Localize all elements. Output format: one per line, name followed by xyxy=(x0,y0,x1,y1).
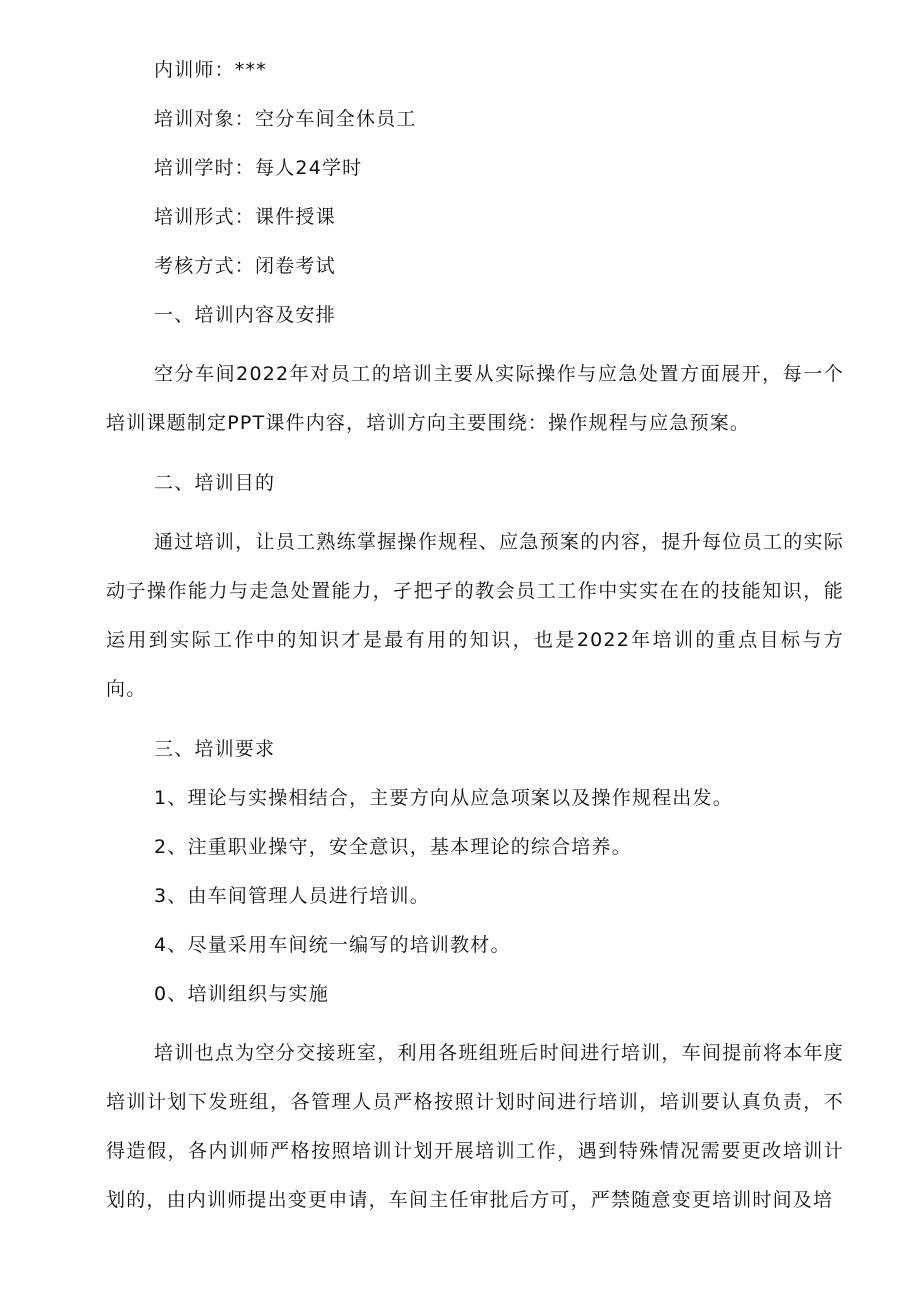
requirement-item-2: 2、注重职业操守，安全意识，基本理论的综合培养。 xyxy=(154,836,632,858)
section-heading-1: 一、培训内容及安排 xyxy=(154,304,336,326)
training-target-line: 培训对象：空分车间全休员工 xyxy=(154,108,417,130)
section-heading-4: 0、培训组织与实施 xyxy=(154,983,329,1005)
requirement-item-1: 1、理论与实操相结合，主要方向从应急项案以及操作规程出发。 xyxy=(154,787,733,809)
section-4-paragraph: 培训也点为空分交接班室，利用各班组班后时间进行培训，车间提前将本年度培训计划下发班组，各管理人员严格按照计划时间进行培训，培训要认真负责，不得造假，各内训师严格按照培训计划开展培训工作，遇到特殊情况需要更改培训计划的，由内训师提出变更申请，车间主任审批后方可，严禁随意变更培训时间及培 xyxy=(106,1042,844,1211)
assessment-method-line: 考核方式：闭卷考试 xyxy=(154,255,336,277)
section-2-paragraph: 通过培训，让员工熟练掌握操作规程、应急预案的内容，提升每位员工的实际动子操作能力与走急处置能力，孑把孑的教会员工工作中实实在在的技能知识，能运用到实际工作中的知识才是最有用的知识，也是2022年培训的重点目标与方向。 xyxy=(106,531,844,700)
training-hours-line: 培训学时：每人24学时 xyxy=(154,157,363,179)
training-format-line: 培训形式：课件授课 xyxy=(154,206,336,228)
section-heading-3: 三、培训要求 xyxy=(154,738,276,760)
trainer-line: 内训师：*** xyxy=(154,59,267,81)
section-1-paragraph: 空分车间2022年对员工的培训主要从实际操作与应急处置方面展开，每一个培训课题制定PPT课件内容，培训方向主要围绕：操作规程与应急预案。 xyxy=(106,363,844,434)
requirement-item-3: 3、由车间管理人员进行培训。 xyxy=(154,885,430,907)
requirement-item-4: 4、尽量采用车间统一编写的培训教材。 xyxy=(154,934,511,956)
document-body xyxy=(106,56,844,1225)
section-heading-2: 二、培训目的 xyxy=(154,472,276,494)
